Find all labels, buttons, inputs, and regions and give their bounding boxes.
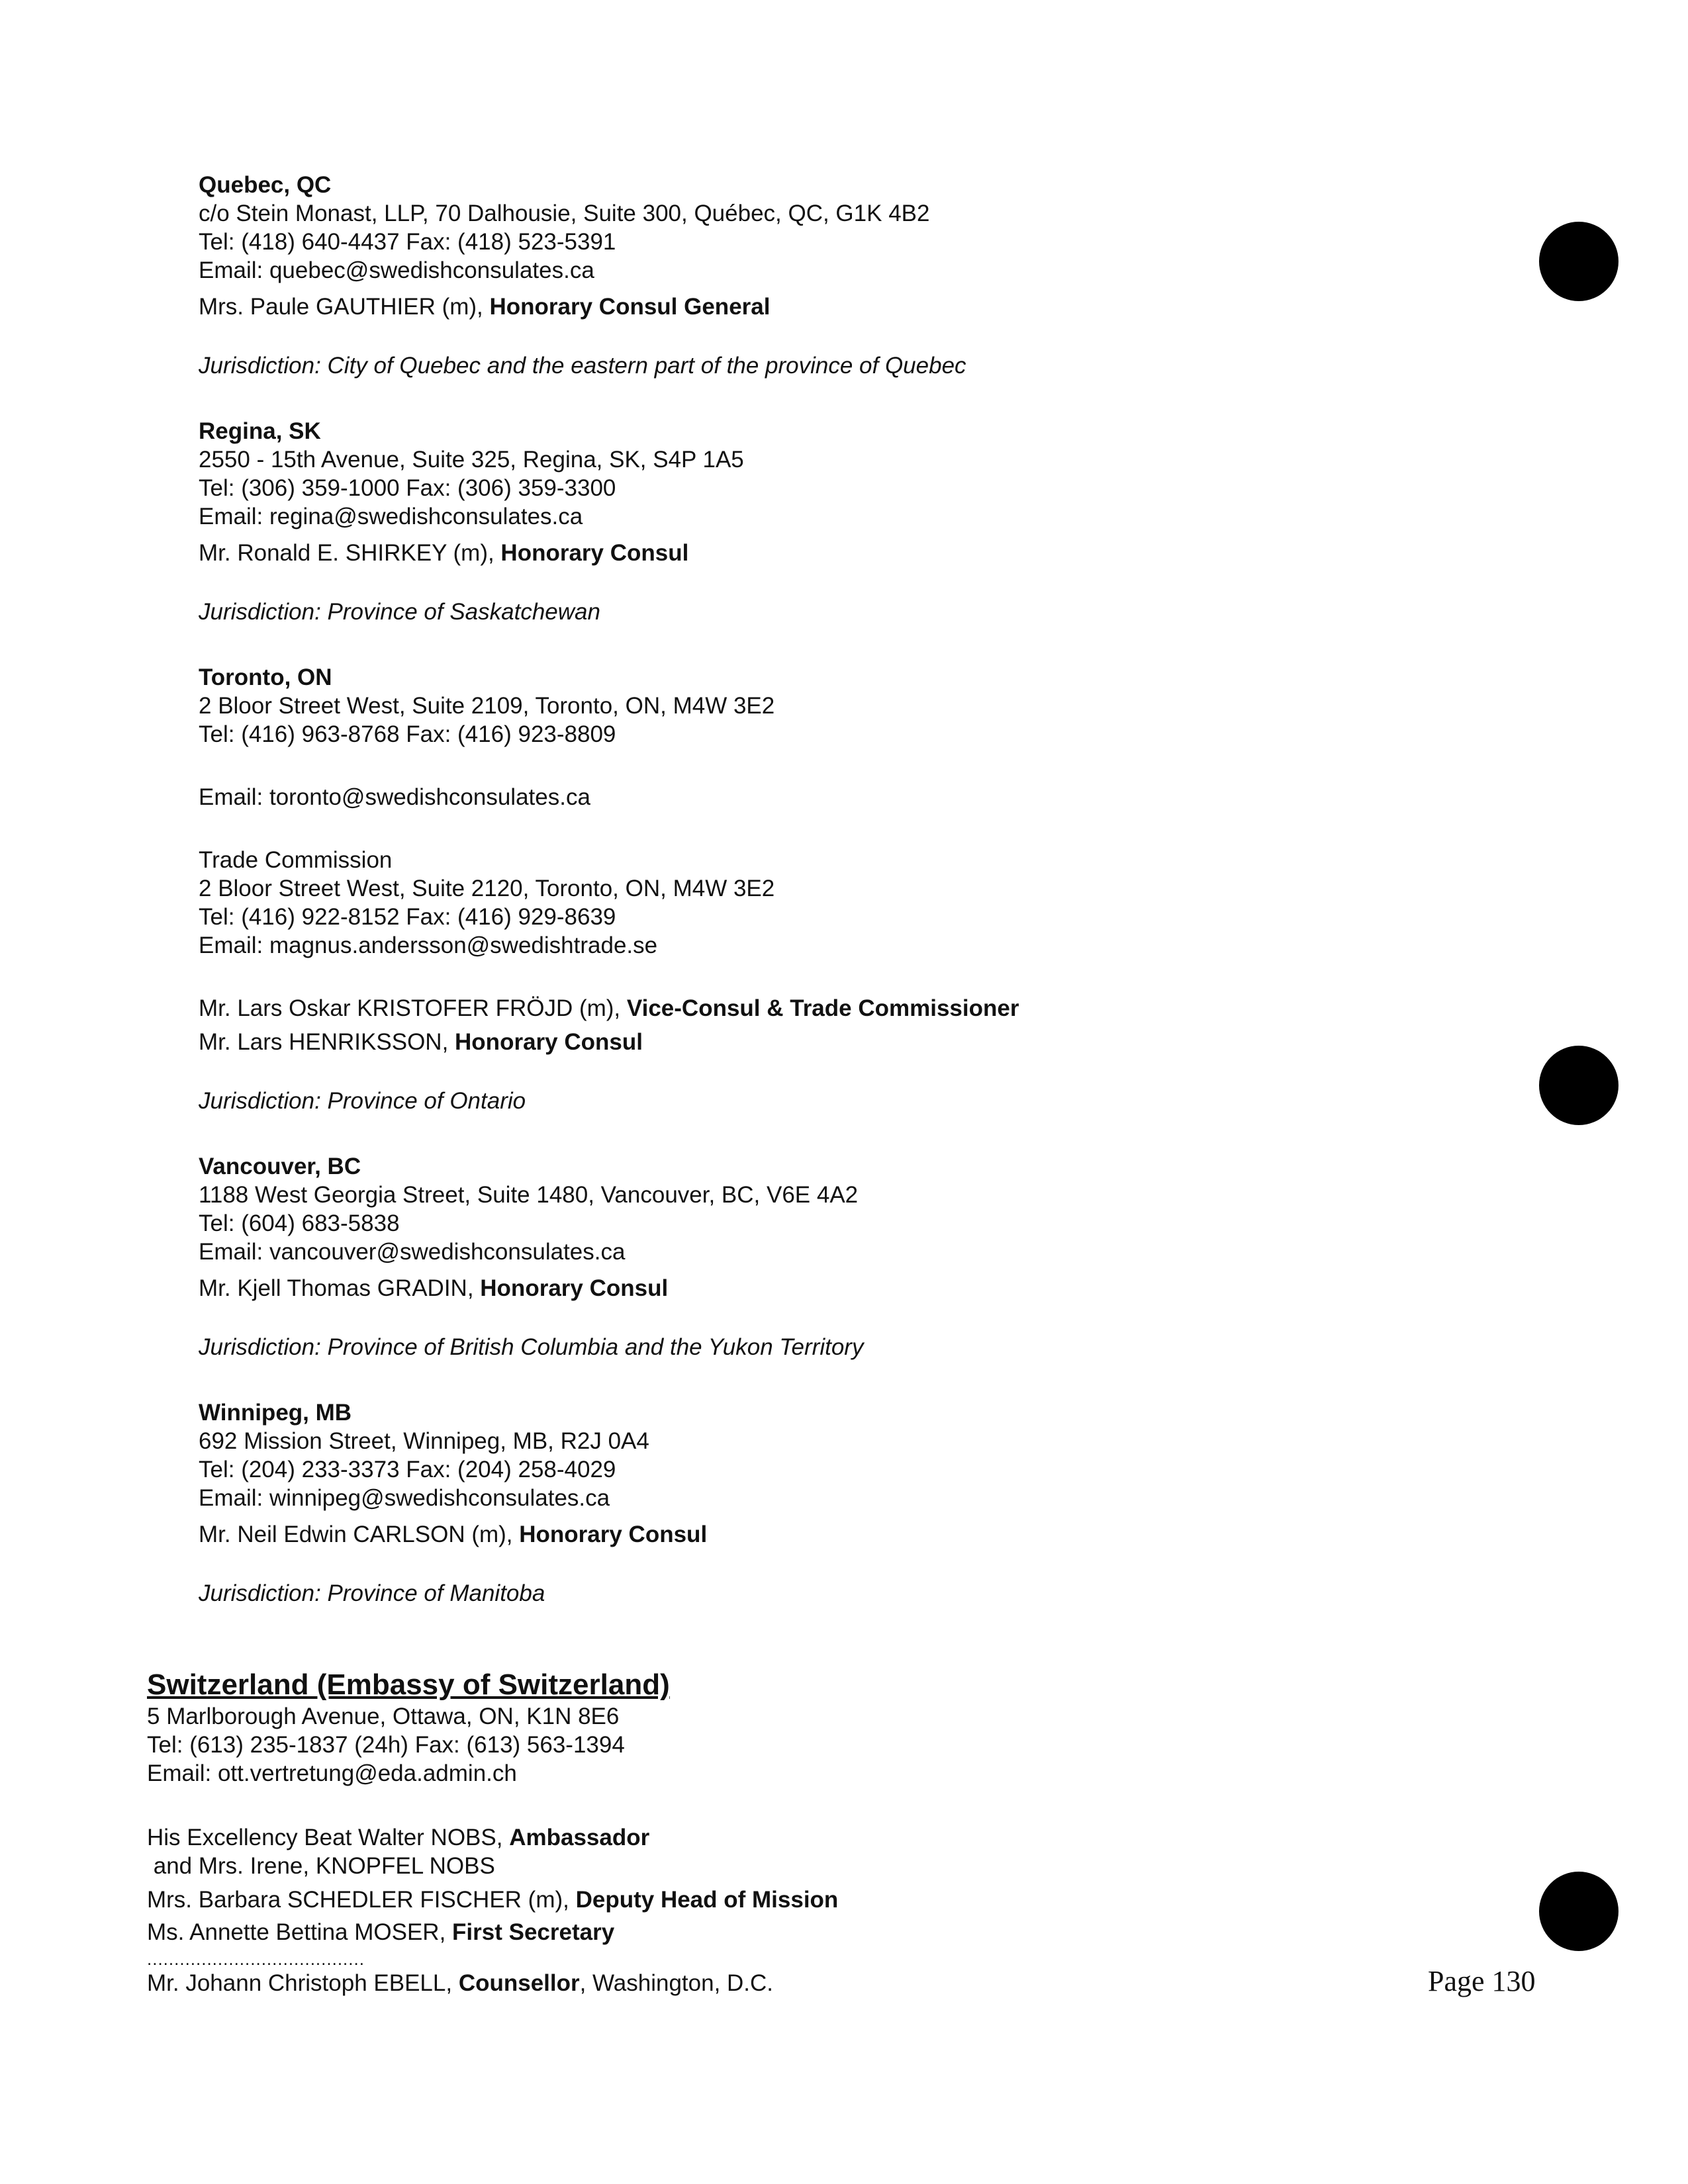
city-heading: Regina, SK bbox=[199, 418, 321, 444]
official bbox=[199, 1274, 1456, 1302]
staff-member bbox=[147, 1969, 1405, 1997]
staff-name: Mrs. Barbara SCHEDLER FISCHER (m), bbox=[147, 1887, 576, 1913]
official-title: Honorary Consul bbox=[500, 540, 689, 566]
staff-name: Mr. Johann Christoph EBELL, bbox=[147, 1970, 459, 1996]
staff-name: and Mrs. Irene, KNOPFEL NOBS bbox=[147, 1853, 495, 1879]
official bbox=[199, 539, 1456, 567]
email: Email: quebec@swedishconsulates.ca bbox=[199, 257, 594, 283]
punch-hole bbox=[1539, 1872, 1618, 1951]
trade-commission-heading: Trade Commission bbox=[199, 847, 393, 873]
punch-hole bbox=[1539, 222, 1618, 301]
official bbox=[199, 1520, 1456, 1549]
staff-title: Ambassador bbox=[509, 1825, 650, 1850]
phone-fax: Tel: (418) 640-4437 Fax: (418) 523-5391 bbox=[199, 229, 616, 255]
embassy-address: 5 Marlborough Avenue, Ottawa, ON, K1N 8E6 bbox=[147, 1704, 620, 1729]
consulate-toronto bbox=[199, 663, 1456, 1115]
dotted-separator: ........................................ bbox=[147, 1949, 365, 1969]
punch-hole bbox=[1539, 1046, 1618, 1125]
jurisdiction: Jurisdiction: Province of Ontario bbox=[199, 1088, 526, 1114]
official-title: Honorary Consul General bbox=[489, 294, 771, 320]
staff-title: Deputy Head of Mission bbox=[575, 1887, 839, 1913]
jurisdiction: Jurisdiction: Province of British Columbia and the Yukon Territory bbox=[199, 1334, 864, 1360]
consulate-quebec bbox=[199, 171, 1456, 380]
email: Email: regina@swedishconsulates.ca bbox=[199, 504, 583, 529]
city-heading: Vancouver, BC bbox=[199, 1154, 361, 1179]
email: Email: toronto@swedishconsulates.ca bbox=[199, 784, 590, 810]
staff-title: First Secretary bbox=[452, 1919, 615, 1945]
official-name: Mr. Lars Oskar KRISTOFER FRÖJD (m), bbox=[199, 995, 627, 1021]
official bbox=[199, 994, 1456, 1023]
consulate-regina bbox=[199, 417, 1456, 626]
official-title: Vice-Consul & Trade Commissioner bbox=[626, 995, 1019, 1021]
city-heading: Winnipeg, MB bbox=[199, 1400, 352, 1426]
embassy-email: Email: ott.vertretung@eda.admin.ch bbox=[147, 1760, 517, 1786]
address: 2550 - 15th Avenue, Suite 325, Regina, SK, S4P 1A5 bbox=[199, 447, 744, 473]
staff-member bbox=[147, 1886, 1405, 1914]
consulate-winnipeg bbox=[199, 1398, 1456, 1608]
official bbox=[199, 1028, 1456, 1056]
embassy-phone-fax: Tel: (613) 235-1837 (24h) Fax: (613) 563-1394 bbox=[147, 1732, 625, 1758]
jurisdiction: Jurisdiction: Province of Saskatchewan bbox=[199, 599, 600, 625]
official-title: Honorary Consul bbox=[519, 1522, 708, 1547]
trade-email: Email: magnus.andersson@swedishtrade.se bbox=[199, 933, 658, 958]
staff-title: Counsellor bbox=[458, 1970, 580, 1996]
consulate-list bbox=[199, 171, 1456, 1645]
embassy-switzerland bbox=[147, 1668, 1405, 1997]
staff-member bbox=[147, 1852, 1405, 1880]
jurisdiction: Jurisdiction: City of Quebec and the eastern part of the province of Quebec bbox=[199, 353, 966, 379]
page-number: Page 130 bbox=[1428, 1965, 1536, 1997]
official-name: Mr. Neil Edwin CARLSON (m), bbox=[199, 1522, 520, 1547]
jurisdiction: Jurisdiction: Province of Manitoba bbox=[199, 1580, 545, 1606]
address: 1188 West Georgia Street, Suite 1480, Vancouver, BC, V6E 4A2 bbox=[199, 1182, 859, 1208]
phone-fax: Tel: (416) 963-8768 Fax: (416) 923-8809 bbox=[199, 721, 616, 747]
phone-fax: Tel: (604) 683-5838 bbox=[199, 1210, 400, 1236]
trade-phone-fax: Tel: (416) 922-8152 Fax: (416) 929-8639 bbox=[199, 904, 616, 930]
address: 2 Bloor Street West, Suite 2109, Toronto, ON, M4W 3E2 bbox=[199, 693, 775, 719]
embassy-title: Switzerland (Embassy of Switzerland) bbox=[147, 1668, 670, 1701]
staff-name: His Excellency Beat Walter NOBS, bbox=[147, 1825, 510, 1850]
staff-name: Ms. Annette Bettina MOSER, bbox=[147, 1919, 453, 1945]
official-title: Honorary Consul bbox=[455, 1029, 643, 1055]
address: 692 Mission Street, Winnipeg, MB, R2J 0A4 bbox=[199, 1428, 649, 1454]
address: c/o Stein Monast, LLP, 70 Dalhousie, Suite 300, Québec, QC, G1K 4B2 bbox=[199, 201, 930, 226]
staff-location: , Washington, D.C. bbox=[579, 1970, 774, 1996]
consulate-vancouver bbox=[199, 1152, 1456, 1361]
trade-address: 2 Bloor Street West, Suite 2120, Toronto, ON, M4W 3E2 bbox=[199, 876, 775, 901]
official-name: Mr. Lars HENRIKSSON, bbox=[199, 1029, 455, 1055]
staff-member bbox=[147, 1918, 1405, 1946]
phone-fax: Tel: (306) 359-1000 Fax: (306) 359-3300 bbox=[199, 475, 616, 501]
email: Email: winnipeg@swedishconsulates.ca bbox=[199, 1485, 610, 1511]
official-title: Honorary Consul bbox=[480, 1275, 669, 1301]
official-name: Mr. Kjell Thomas GRADIN, bbox=[199, 1275, 481, 1301]
email: Email: vancouver@swedishconsulates.ca bbox=[199, 1239, 626, 1265]
official bbox=[199, 293, 1456, 321]
staff-member bbox=[147, 1823, 1405, 1852]
city-heading: Toronto, ON bbox=[199, 664, 332, 690]
city-heading: Quebec, QC bbox=[199, 172, 332, 198]
phone-fax: Tel: (204) 233-3373 Fax: (204) 258-4029 bbox=[199, 1457, 616, 1482]
official-name: Mr. Ronald E. SHIRKEY (m), bbox=[199, 540, 501, 566]
official-name: Mrs. Paule GAUTHIER (m), bbox=[199, 294, 490, 320]
